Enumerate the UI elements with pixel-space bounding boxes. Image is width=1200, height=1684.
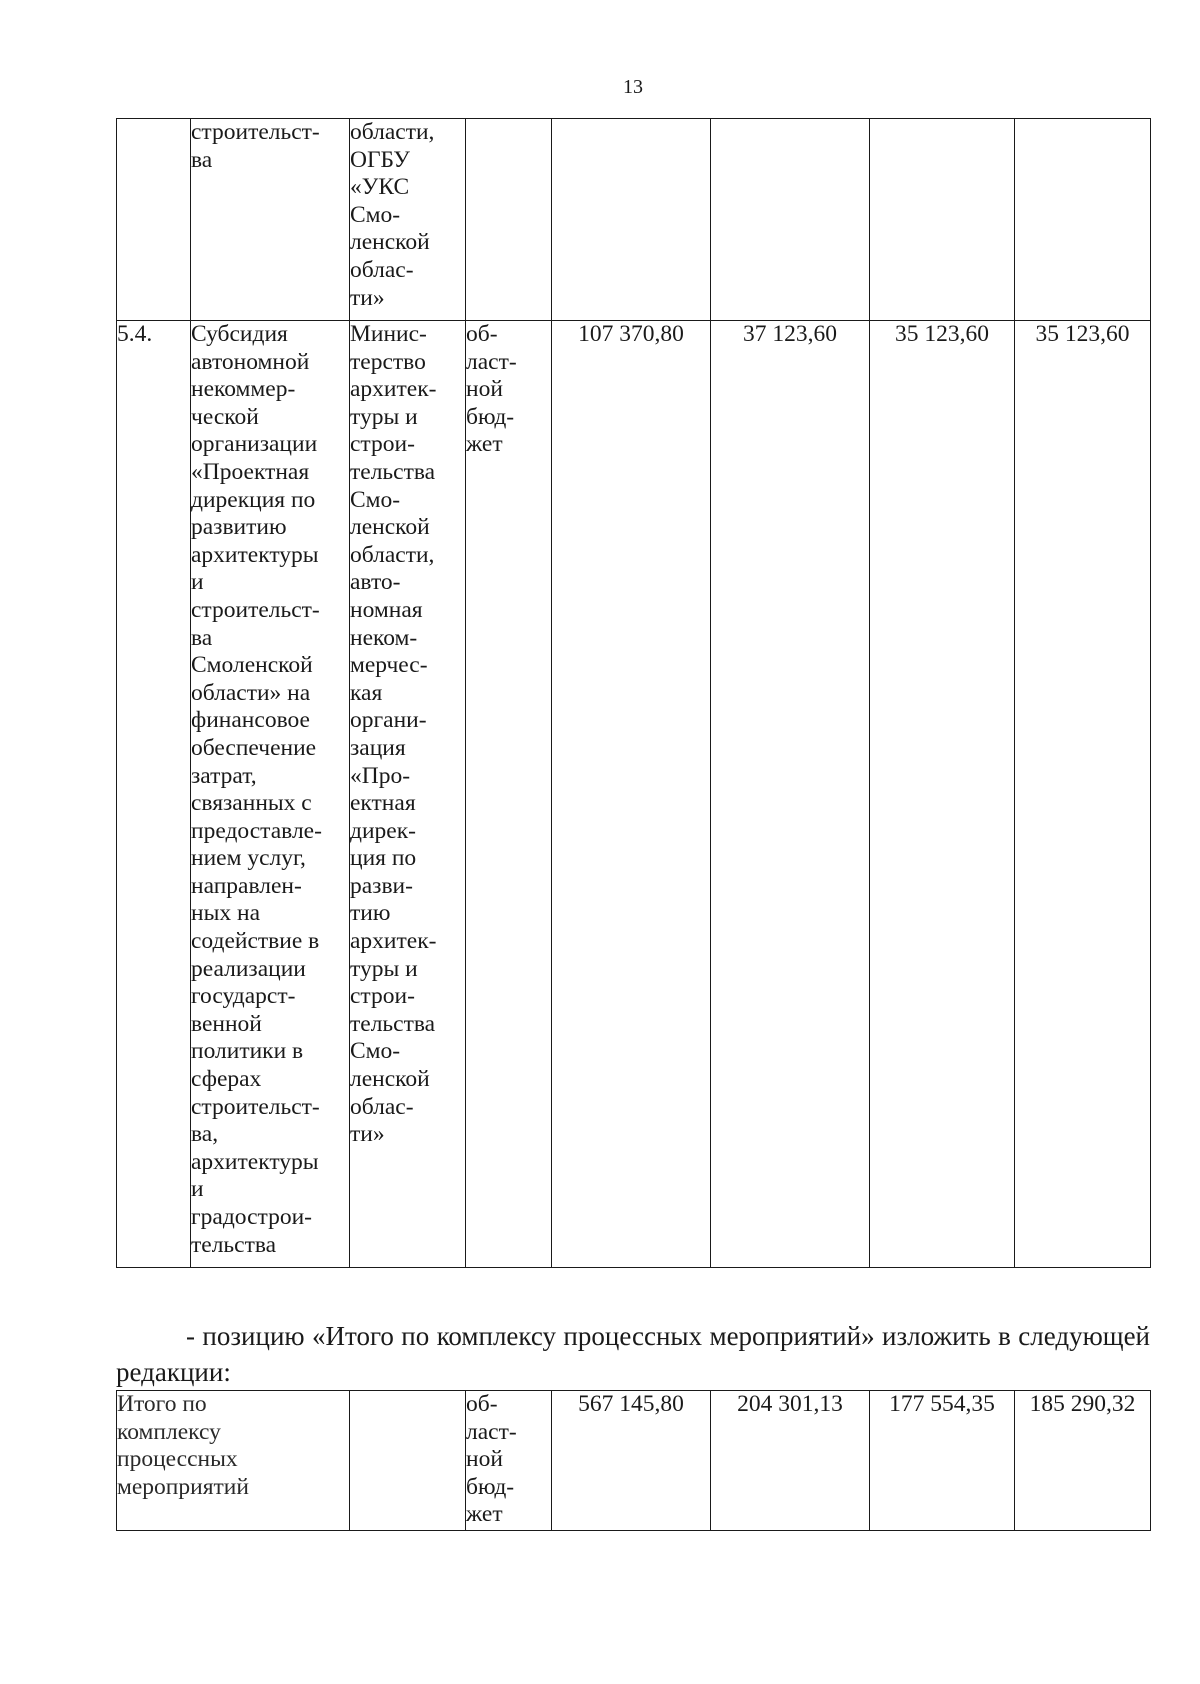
executor-cell: области, ОГБУ «УКС Смо- ленской облас- ти» — [350, 119, 466, 321]
index-cell — [117, 119, 191, 321]
total-cell: 567 145,80 — [552, 1391, 711, 1531]
paragraph-text: - позицию «Итого по комплексу процессных мероприятий» изложить в следующей редакции: — [116, 1321, 1150, 1387]
year3-cell: 35 123,60 — [1015, 321, 1151, 1268]
executor-cell — [350, 1391, 466, 1531]
name-cell: строительст- ва — [191, 119, 350, 321]
amendment-paragraph — [116, 1318, 1150, 1390]
source-cell — [466, 119, 552, 321]
index-cell: 5.4. — [117, 321, 191, 1268]
executor-cell: Минис- терство архитек- туры и строи- тельства Смо- ленской области, авто- номная неком- мерчес- кая органи- зация «Про- ектная дирек- ция по разви- тию архитек- туры и строи- тельства Смо- ленской облас- ти» — [350, 321, 466, 1268]
year1-cell: 37 123,60 — [711, 321, 870, 1268]
source-cell: об- ласт- ной бюд- жет — [466, 321, 552, 1268]
summary-label-cell: Итого по комплексу процессных мероприятий — [117, 1391, 350, 1531]
year1-cell — [711, 119, 870, 321]
total-cell — [552, 119, 711, 321]
program-table — [116, 118, 1151, 1268]
source-cell: об- ласт- ной бюд- жет — [466, 1391, 552, 1531]
name-cell: Субсидия автономной некоммер- ческой организации «Проектная дирекция по развитию архитектуры и строительст- ва Смоленской области» на финансовое обеспечение затрат, связанных с предоставле- нием услуг, направлен- ных на содействие в реализации государст- венной политики в сферах строительст- ва, архитектуры и градострои- тельства — [191, 321, 350, 1268]
summary-table — [116, 1390, 1151, 1531]
table-row-5-4 — [117, 321, 1151, 1268]
year3-cell: 185 290,32 — [1015, 1391, 1151, 1531]
year3-cell — [1015, 119, 1151, 321]
year2-cell — [870, 119, 1015, 321]
year1-cell: 204 301,13 — [711, 1391, 870, 1531]
year2-cell: 177 554,35 — [870, 1391, 1015, 1531]
total-cell: 107 370,80 — [552, 321, 711, 1268]
summary-row — [117, 1391, 1151, 1531]
year2-cell: 35 123,60 — [870, 321, 1015, 1268]
table-row-continuation — [117, 119, 1151, 321]
page-number: 13 — [623, 76, 643, 98]
